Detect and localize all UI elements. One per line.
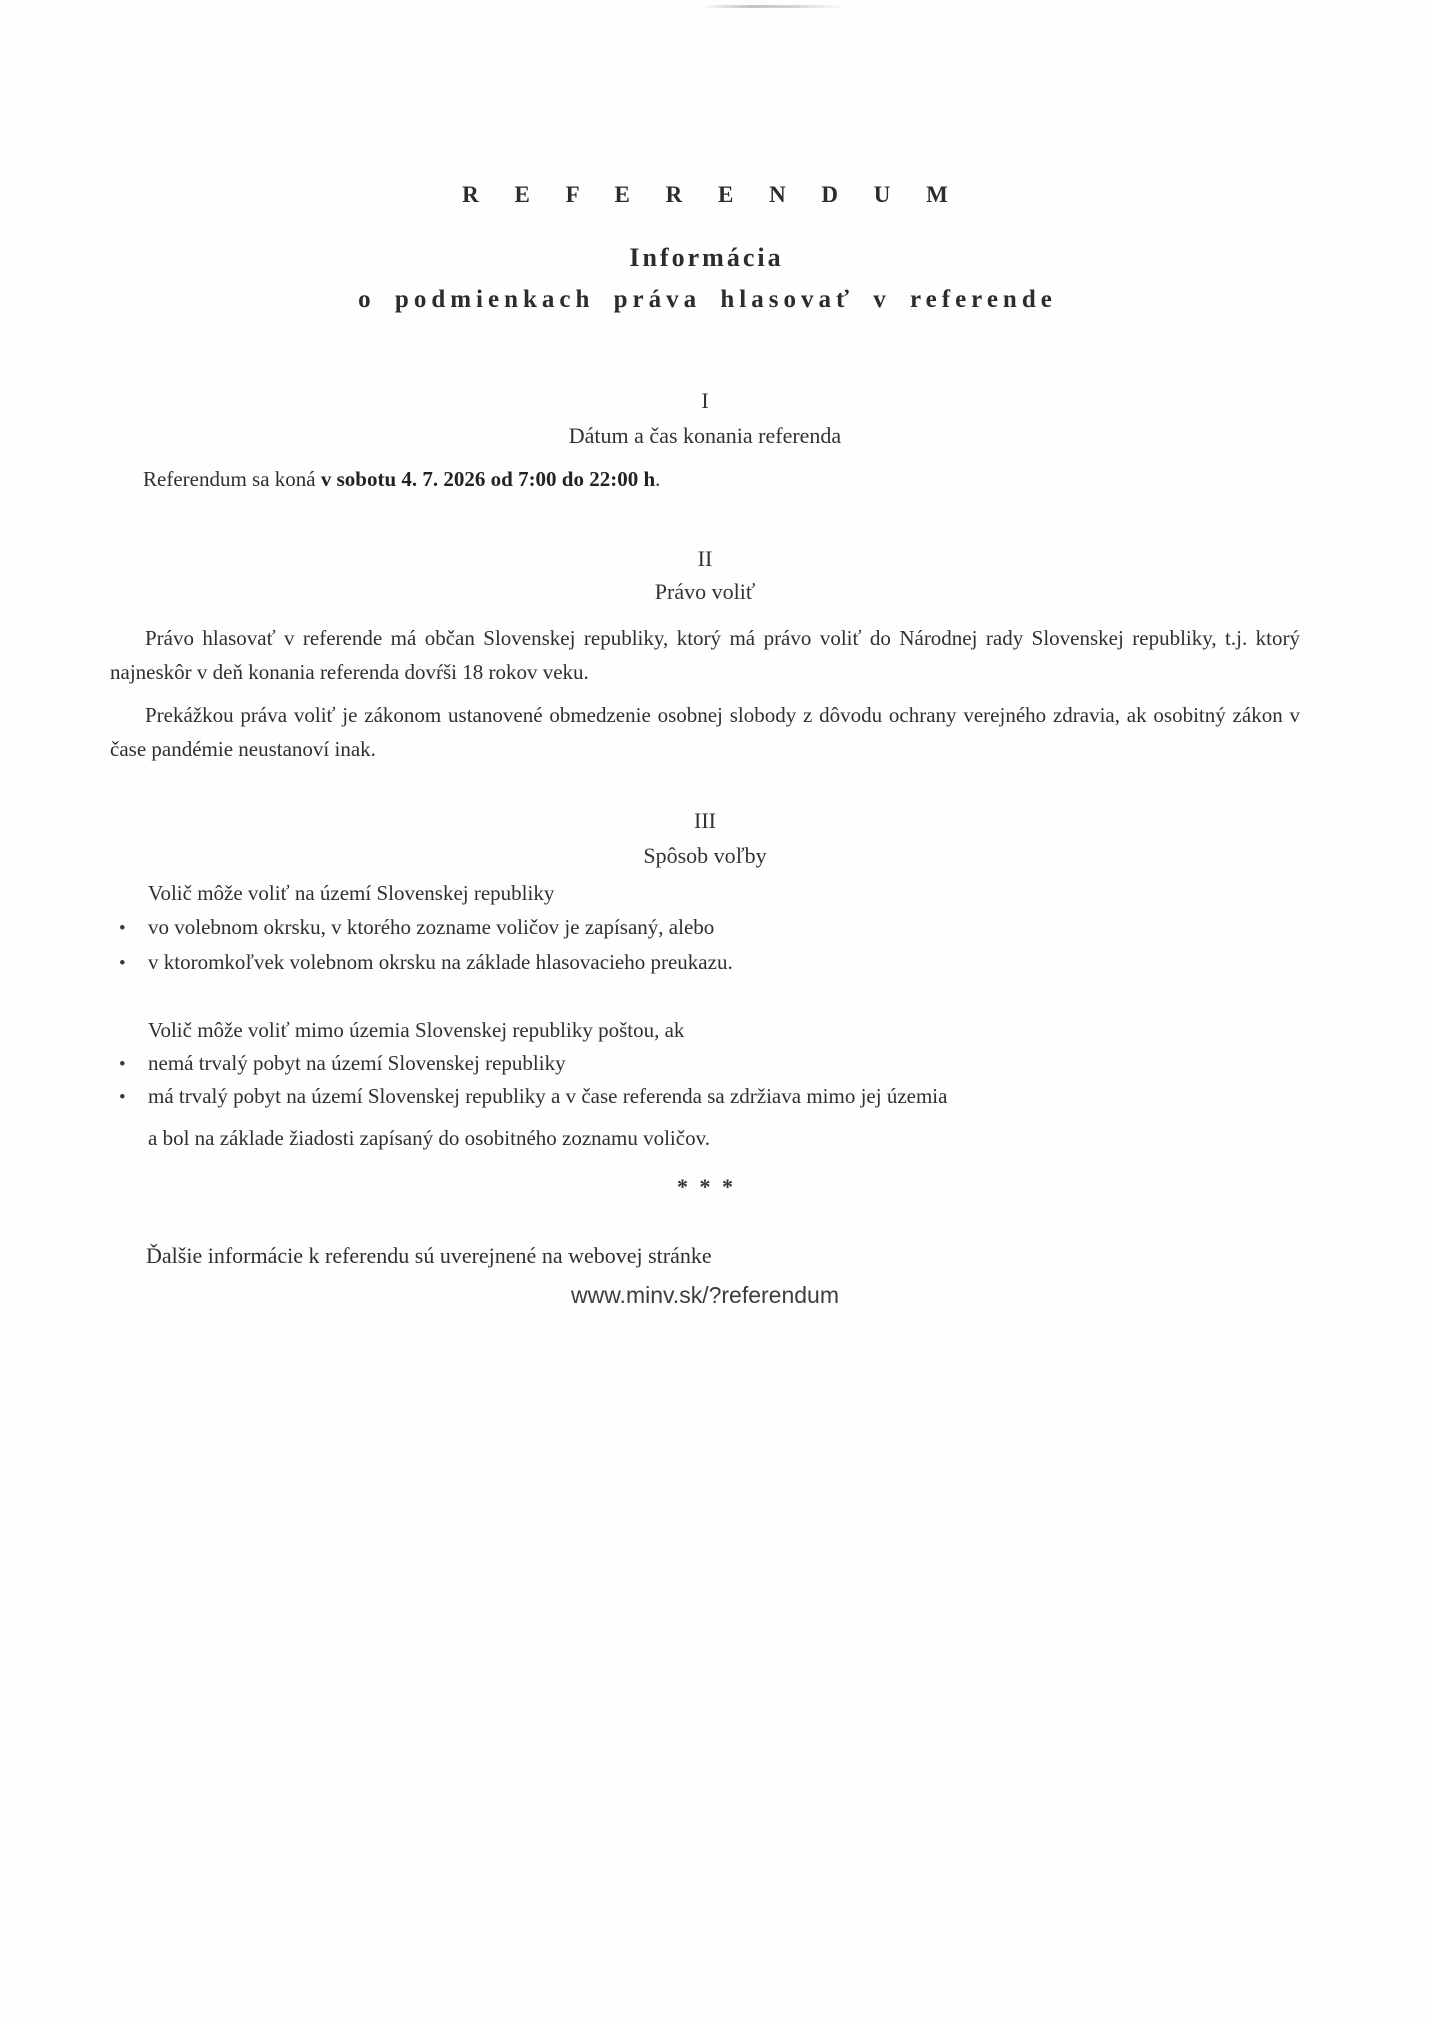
- list-item: [110, 1051, 1300, 1076]
- section-2-heading: Právo voliť: [654, 579, 756, 604]
- document-title: R E F E R E N D U M: [462, 182, 963, 207]
- list-item: [110, 1084, 1300, 1109]
- list-item-text: nemá trvalý pobyt na území Slovenskej republiky: [148, 1051, 566, 1075]
- section-1-numeral: I: [701, 388, 709, 413]
- section-3-heading: Spôsob voľby: [643, 843, 767, 868]
- section-2-paragraph-2: Prekážkou práva voliť je zákonom ustanovené obmedzenie osobnej slobody z dôvodu ochrany verejného zdravia, ak osobitný zákon v čase pandémie neustanoví inak.: [110, 703, 1300, 761]
- date-sentence-regular: Referendum sa koná: [143, 467, 321, 491]
- voting-abroad-intro: Volič môže voliť mimo územia Slovenskej republiky poštou, ak: [148, 1018, 685, 1042]
- list-item-text: má trvalý pobyt na území Slovenskej republiky a v čase referenda sa zdržiava mimo jej územia: [148, 1084, 948, 1108]
- section-1-heading: Dátum a čas konania referenda: [568, 423, 842, 448]
- footer-info-text: Ďalšie informácie k referendu sú uverejnené na webovej stránke: [146, 1243, 712, 1268]
- bullet-icon: •: [119, 953, 126, 974]
- list-item: [110, 915, 1300, 940]
- date-sentence-period: .: [655, 467, 661, 491]
- section-2-paragraph-1: Právo hlasovať v referende má občan Slovenskej republiky, ktorý má právo voliť do Národnej rady Slovenskej republiky, t.j. ktorý najneskôr v deň konania referenda dovŕši 18 rokov veku.: [110, 626, 1300, 684]
- document-subtitle-line1: Informácia: [629, 243, 784, 272]
- voting-in-country-intro: Volič môže voliť na území Slovenskej republiky: [148, 881, 555, 905]
- bullet-icon: •: [119, 918, 126, 939]
- voting-abroad-outro: a bol na základe žiadosti zapísaný do osobitného zoznamu voličov.: [148, 1126, 710, 1150]
- separator-stars: * * *: [677, 1174, 733, 1199]
- footer-url: www.minv.sk/?referendum: [571, 1282, 839, 1308]
- section-3-numeral: III: [694, 808, 716, 833]
- date-sentence-bold: v sobotu 4. 7. 2026 od 7:00 do 22:00 h: [320, 467, 656, 491]
- bullet-icon: •: [119, 1054, 126, 1075]
- section-2-numeral: II: [697, 546, 713, 571]
- scan-artifact-line: [700, 5, 845, 8]
- document-subtitle-line2: o podmienkach práva hlasovať v referende: [358, 286, 1057, 313]
- list-item: [110, 950, 1300, 975]
- section-1-body: [110, 467, 1333, 492]
- bullet-icon: •: [119, 1087, 126, 1108]
- list-item-text: v ktoromkoľvek volebnom okrsku na základe hlasovacieho preukazu.: [148, 950, 733, 974]
- list-item-text: vo volebnom okrsku, v ktorého zozname voličov je zapísaný, alebo: [148, 915, 715, 939]
